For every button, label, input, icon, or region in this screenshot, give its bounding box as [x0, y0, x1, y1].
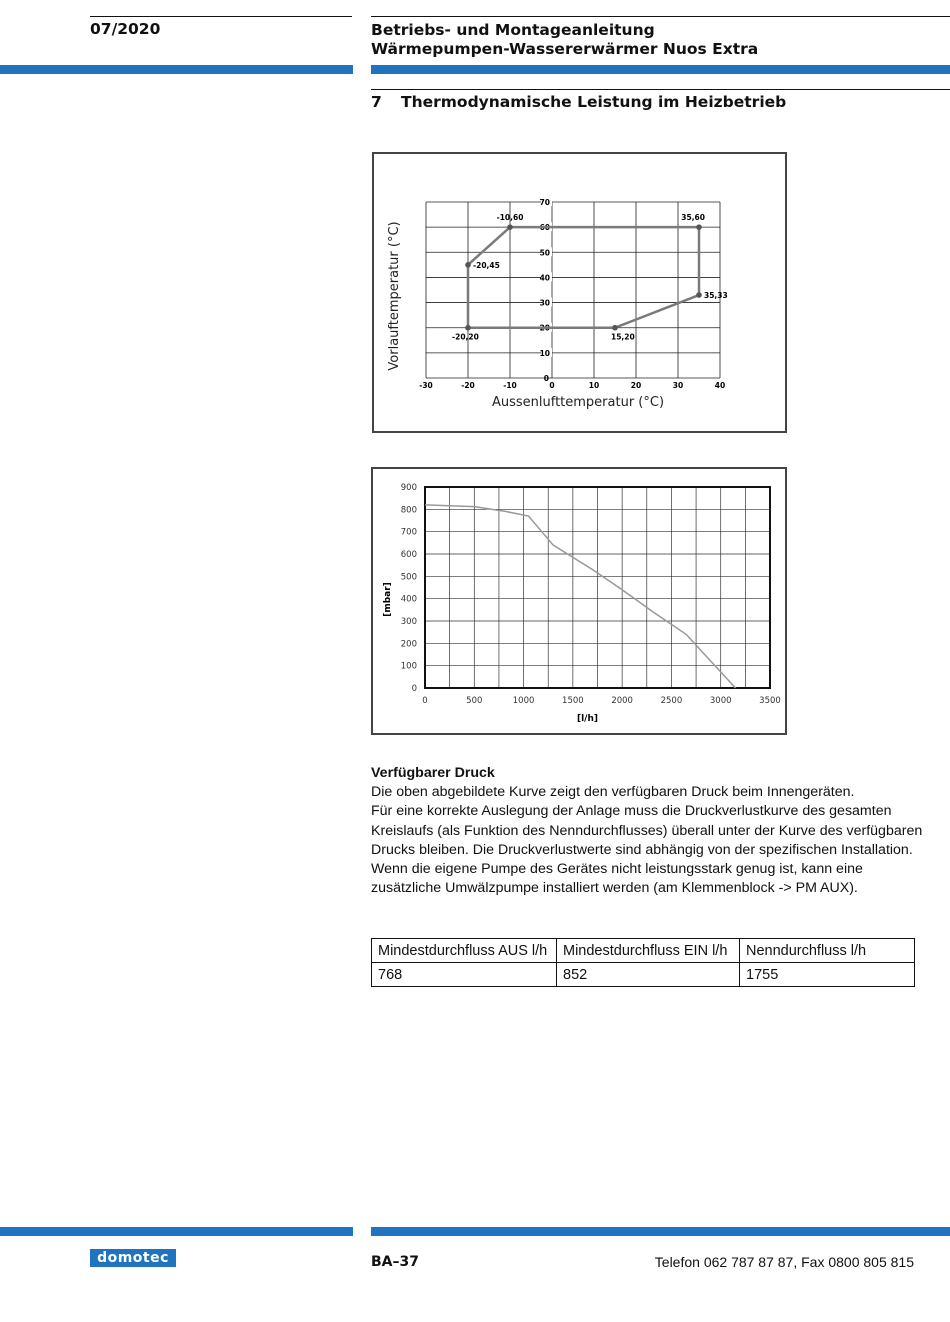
x-tick-label: -30 [419, 381, 433, 390]
x-tick-label: 2000 [611, 696, 633, 706]
header-bar-left [0, 65, 353, 74]
document-title [371, 21, 758, 59]
section-number: 7 [371, 93, 382, 111]
header-rule-right [371, 16, 950, 17]
y-tick-label: 100 [400, 661, 417, 672]
x-tick-label: 20 [630, 381, 642, 390]
x-tick-label: 10 [588, 381, 600, 390]
y-tick-label: 700 [400, 527, 417, 538]
x-tick-label: 1500 [562, 696, 584, 706]
contact-info: Telefon 062 787 87 87, Fax 0800 805 815 [654, 1254, 914, 1270]
x-tick-label: 500 [466, 696, 483, 706]
point-label: 35,33 [704, 291, 728, 301]
y-tick-label: 900 [400, 483, 417, 493]
x-axis-label: [l/h] [576, 714, 599, 724]
y-tick-label: 600 [400, 550, 417, 560]
envelope-point [696, 292, 702, 298]
section-heading [371, 93, 786, 111]
pressure-curve [425, 505, 736, 688]
x-tick-label: 3000 [709, 696, 732, 706]
y-tick-label: 300 [400, 617, 417, 627]
x-tick-label: 30 [672, 381, 684, 390]
point-label: 35,60 [681, 213, 705, 223]
document-title-line1: Betriebs- und Montageanleitung [371, 21, 655, 39]
point-label: -10,60 [496, 213, 524, 223]
x-tick-label: 40 [714, 381, 726, 390]
operating-envelope-svg [374, 154, 785, 431]
envelope-point [612, 325, 618, 331]
y-tick-label: 20 [539, 323, 550, 333]
envelope-point [465, 262, 471, 268]
body-line: zusätzliche Umwälzpumpe installiert werden (am Klemmenblock -> PM AUX). [371, 880, 858, 897]
section-rule [371, 89, 950, 90]
x-tick-label: 0 [549, 381, 555, 390]
y-tick-label: 0 [411, 684, 417, 694]
body-line: Kreislaufs (als Funktion des Nenndurchflusses) überall unter der Kurve des verfügbaren [371, 822, 923, 839]
y-tick-label: 50 [539, 248, 550, 258]
y-tick-label: 500 [400, 572, 417, 583]
y-axis-label: Vorlauftemperatur (°C) [387, 221, 402, 371]
y-tick-label: 30 [539, 298, 550, 308]
footer-bar-right [371, 1227, 950, 1236]
x-axis-label: Aussenlufttemperatur (°C) [491, 395, 665, 410]
envelope-point [507, 224, 513, 230]
y-tick-label: 70 [539, 198, 550, 207]
point-label: 15,20 [611, 332, 635, 342]
table-header-row [372, 939, 915, 963]
operating-envelope-chart [372, 152, 787, 433]
y-tick-label: 10 [539, 348, 550, 358]
x-tick-label: -20 [461, 381, 475, 390]
y-tick-label: 60 [539, 223, 550, 233]
document-date: 07/2020 [90, 20, 161, 38]
body-line: Drucks bleiben. Die Druckverlustwerte sind abhängig von der spezifischen Installation. [371, 841, 913, 858]
page-number: BA–37 [371, 1254, 419, 1270]
y-tick-label: 200 [400, 639, 417, 650]
y-tick-label: 40 [539, 273, 550, 283]
y-tick-label: 800 [400, 505, 417, 516]
header-bar-right [371, 65, 950, 74]
y-axis-label: [mbar] [383, 582, 393, 617]
table-header-cell: Nenndurchfluss l/h [740, 939, 915, 963]
available-pressure-chart [371, 467, 787, 735]
x-tick-label: 3500 [759, 696, 781, 706]
domotec-logo: domotec [90, 1249, 176, 1267]
body-line: Wenn die eigene Pumpe des Gerätes nicht leistungsstark genug ist, kann eine [371, 861, 863, 878]
envelope-point [696, 224, 702, 230]
table-cell: 852 [557, 963, 740, 987]
x-tick-label: -10 [503, 381, 517, 390]
point-label: -20,20 [452, 332, 479, 342]
table-cell: 768 [372, 963, 557, 987]
body-heading: Verfügbarer Druck [371, 765, 495, 781]
header-rule-left [90, 16, 352, 17]
body-text [371, 764, 931, 898]
x-tick-label: 2500 [660, 696, 683, 706]
section-title: Thermodynamische Leistung im Heizbetrieb [401, 93, 787, 111]
x-tick-label: 1000 [512, 696, 535, 706]
x-tick-label: 0 [422, 696, 428, 706]
table-cell: 1755 [740, 963, 915, 987]
document-title-line2: Wärmepumpen-Wassererwärmer Nuos Extra [371, 40, 759, 58]
footer-bar-left [0, 1227, 353, 1236]
available-pressure-svg [373, 469, 785, 733]
table-header-cell: Mindestdurchfluss EIN l/h [557, 939, 740, 963]
y-tick-label: 400 [400, 594, 417, 605]
table-header-cell: Mindestdurchfluss AUS l/h [372, 939, 557, 963]
body-line: Für eine korrekte Auslegung der Anlage muss die Druckverlustkurve des gesamten [371, 803, 892, 820]
flow-rate-table [371, 938, 915, 987]
body-line: Die oben abgebildete Kurve zeigt den verfügbaren Druck beim Innengeräten. [371, 784, 855, 801]
y-tick-label: 0 [543, 374, 549, 383]
point-label: -20,45 [473, 260, 500, 270]
envelope-point [465, 325, 471, 331]
table-row [372, 963, 915, 987]
